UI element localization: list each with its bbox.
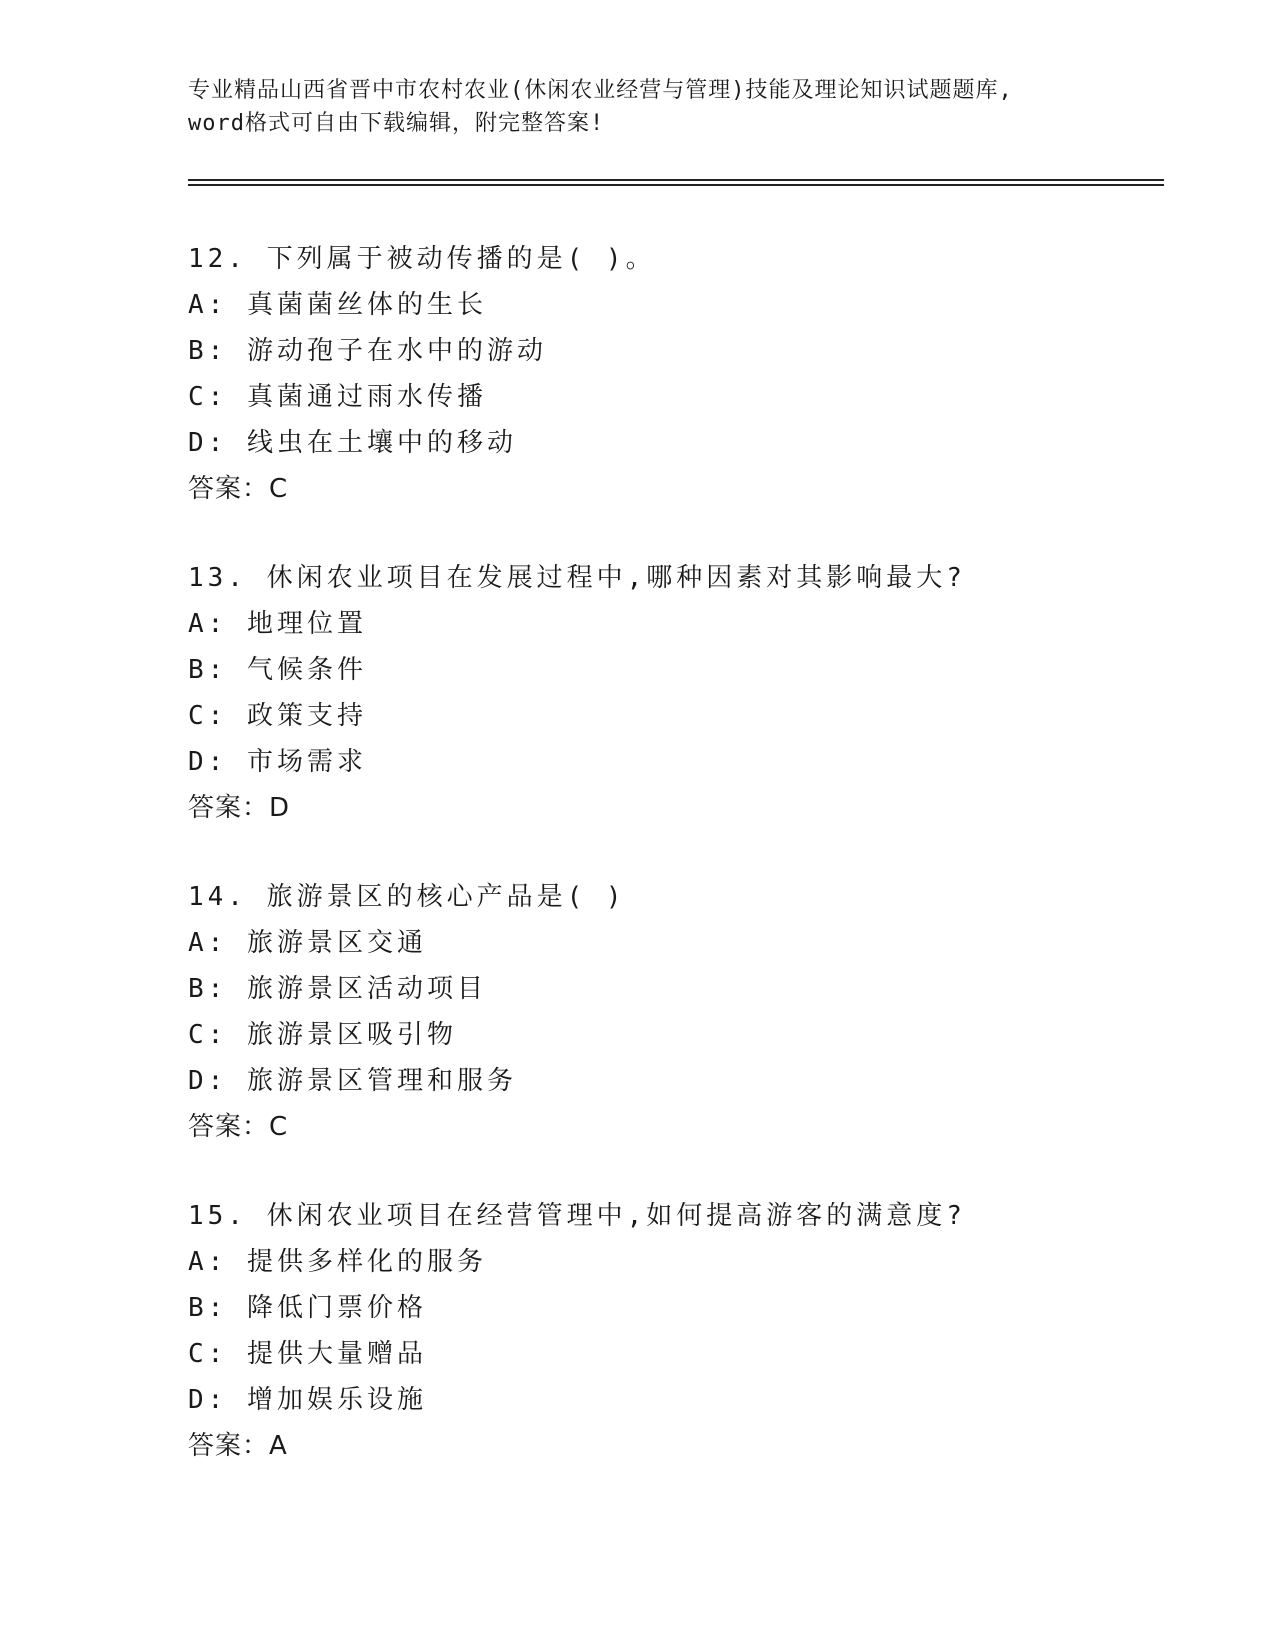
header-divider-top [188,179,1164,181]
option-a: A: 旅游景区交通 [188,928,427,958]
option-a: A: 真菌菌丝体的生长 [188,290,487,320]
question-stem: 13. 休闲农业项目在发展过程中,哪种因素对其影响最大? [188,563,966,593]
option-c: C: 真菌通过雨水传播 [188,382,487,412]
option-c: C: 旅游景区吸引物 [188,1020,457,1050]
question-15 [188,1193,1148,1469]
option-d: D: 旅游景区管理和服务 [188,1066,517,1096]
question-stem: 15. 休闲农业项目在经营管理中,如何提高游客的满意度? [188,1201,966,1231]
answer-line: 答案：C [188,474,289,504]
option-c: C: 提供大量赠品 [188,1339,427,1369]
header-title-line-1: 专业精品山西省晋中市农村农业(休闲农业经营与管理)技能及理论知识试题题库, [188,78,1013,103]
answer-line: 答案：A [188,1431,288,1461]
question-13 [188,555,1148,831]
option-d: D: 增加娱乐设施 [188,1385,427,1415]
question-12 [188,236,1148,512]
option-b: B: 旅游景区活动项目 [188,974,487,1004]
option-d: D: 市场需求 [188,747,367,777]
option-c: C: 政策支持 [188,701,367,731]
question-14 [188,874,1148,1150]
option-a: A: 地理位置 [188,609,367,639]
question-list [188,236,1148,1512]
header-divider-bottom [188,184,1164,186]
document-header [188,74,1088,140]
option-b: B: 游动孢子在水中的游动 [188,336,547,366]
question-stem: 14. 旅游景区的核心产品是( ) [188,882,626,912]
option-d: D: 线虫在土壤中的移动 [188,428,517,458]
header-title-line-2: word格式可自由下载编辑，附完整答案! [188,111,605,136]
answer-line: 答案：C [188,1112,289,1142]
option-a: A: 提供多样化的服务 [188,1247,487,1277]
answer-line: 答案：D [188,793,291,823]
option-b: B: 气候条件 [188,655,367,685]
option-b: B: 降低门票价格 [188,1293,427,1323]
question-stem: 12. 下列属于被动传播的是( )。 [188,244,656,274]
